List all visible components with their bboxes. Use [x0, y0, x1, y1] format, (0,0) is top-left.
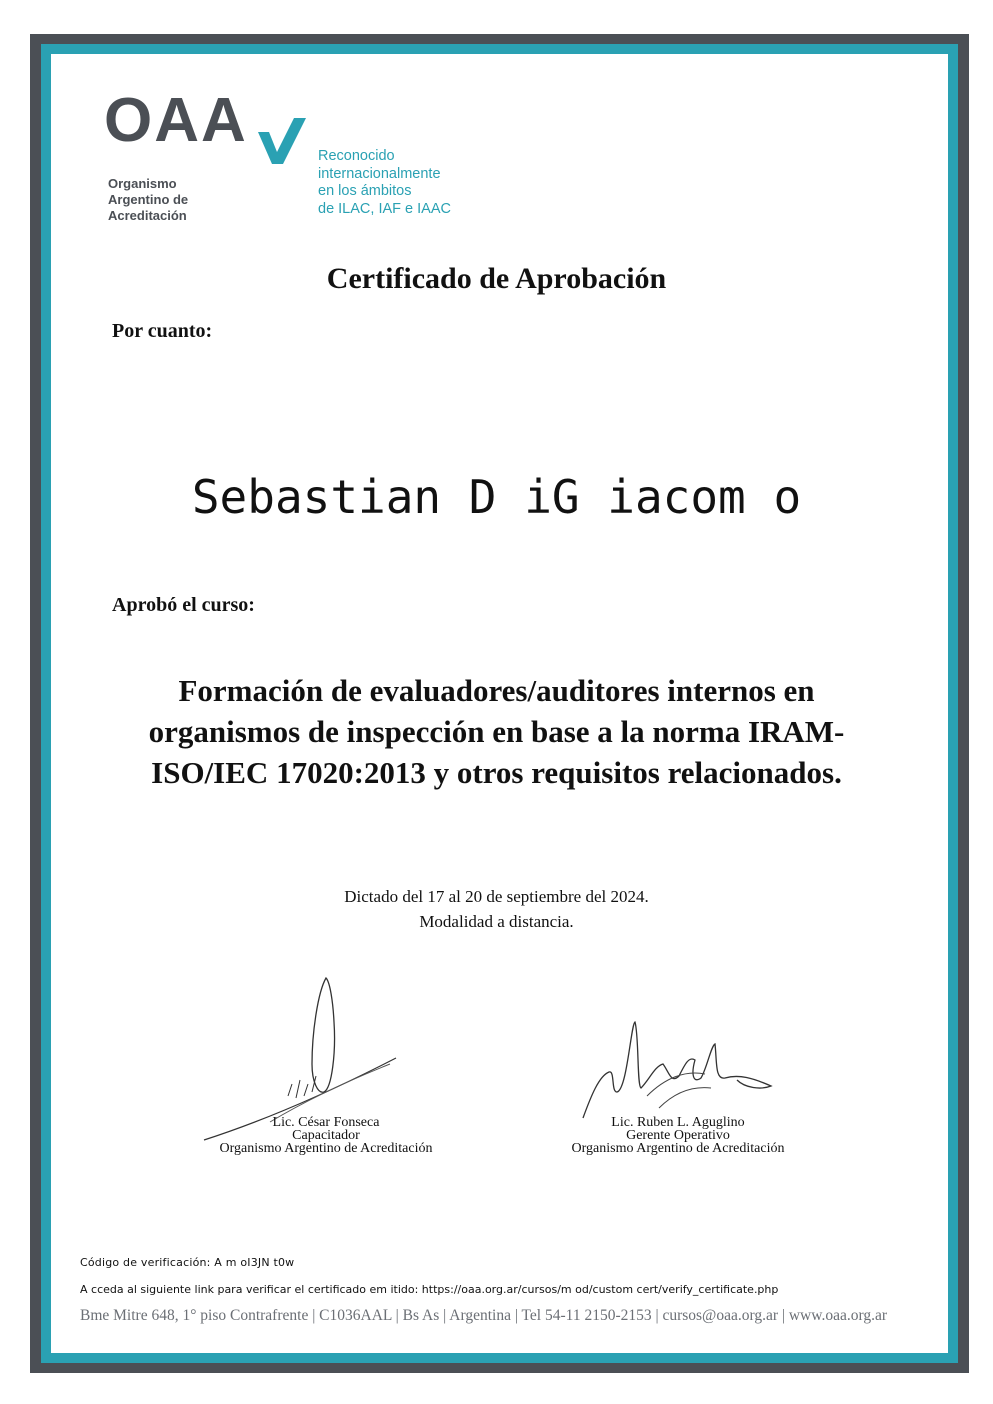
signatory-organization: Organismo Argentino de Acreditación [571, 1141, 785, 1156]
logo-recognition-line: internacionalmente [318, 165, 441, 182]
check-icon [258, 118, 308, 166]
course-details [0, 884, 993, 934]
signatory-left [186, 1116, 466, 1155]
footer-address: Bme Mitre 648, 1° piso Contrafrente | C1036AAL | Bs As | Argentina | Tel 54-11 2150-2153 | cursos@oaa.org.ar | www.oaa.org.ar [80, 1307, 887, 1324]
verification-code: Código de verificación: A m oI3JN t0w [80, 1256, 295, 1269]
logo-recognition-line: Reconocido [318, 148, 395, 164]
signatory-role: Capacitador [292, 1128, 360, 1143]
logo-acronym: OAA [104, 86, 248, 155]
logo-recognition-line: en los ámbitos [318, 183, 412, 199]
oaa-logo [104, 86, 504, 230]
course-title: Formación de evaluadores/auditores internos en organismos de inspección en base a la norma IRAM-ISO/IEC 17020:2013 y otros requisitos relacionados. [148, 673, 845, 790]
logo-organization [108, 176, 188, 224]
verification-link: A cceda al siguiente link para verificar el certificado em itido: https://oaa.org.ar/cursos/m od/custom cert/verify_certificate.php [80, 1283, 779, 1296]
signature-right-icon [575, 1016, 780, 1126]
logo-org-line: Acreditación [108, 208, 187, 223]
signatory-name: Lic. Ruben L. Aguglino [611, 1115, 745, 1130]
whereas-label: Por cuanto: [112, 320, 213, 342]
approved-label: Aprobó el curso: [112, 594, 255, 616]
signatory-right [540, 1116, 816, 1155]
logo-org-line: Organismo [108, 176, 177, 191]
course-modality: Modalidad a distancia. [419, 912, 574, 931]
recipient-name: Sebastian D iG iacom o [191, 470, 802, 524]
logo-recognition [318, 148, 451, 218]
signatory-role: Gerente Operativo [626, 1128, 730, 1143]
course-dates: Dictado del 17 al 20 de septiembre del 2024. [344, 887, 649, 906]
certificate-title: Certificado de Aprobación [326, 262, 667, 295]
signatory-organization: Organismo Argentino de Acreditación [219, 1141, 433, 1156]
signatory-name: Lic. César Fonseca [272, 1115, 380, 1130]
logo-recognition-line: de ILAC, IAF e IAAC [318, 200, 451, 217]
logo-org-line: Argentino de [108, 192, 189, 207]
